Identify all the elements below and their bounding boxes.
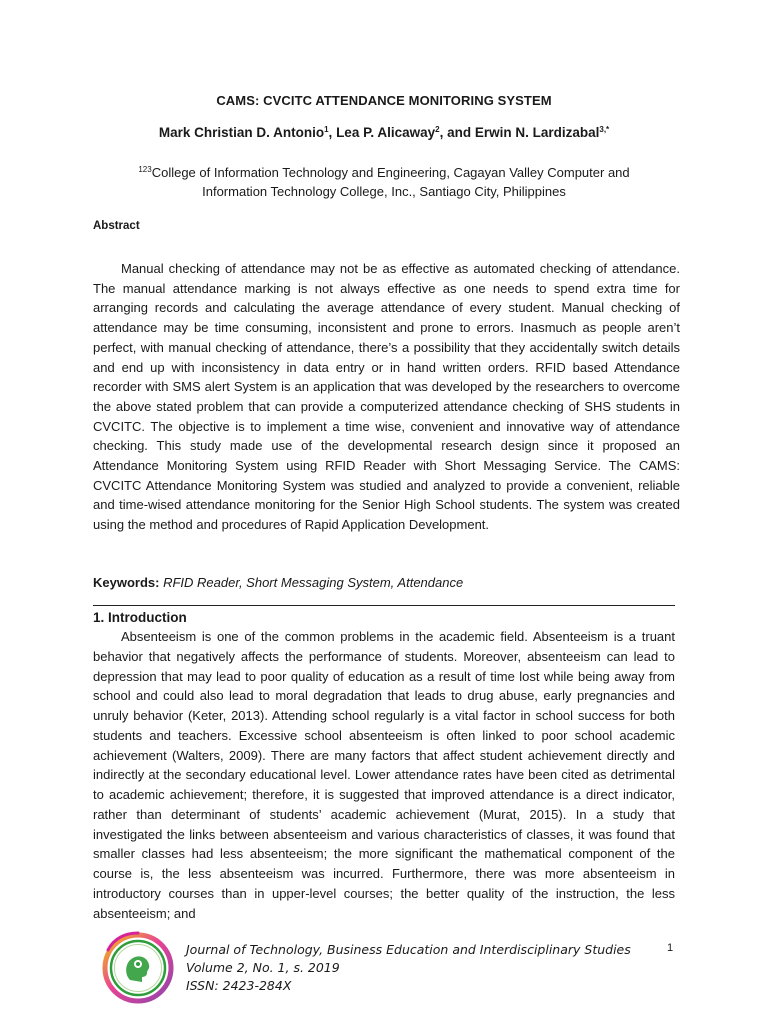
affiliation xyxy=(100,160,668,201)
author-separator: , xyxy=(328,125,337,140)
author-separator: , and xyxy=(439,125,475,140)
keywords-value: RFID Reader, Short Messaging System, Attendance xyxy=(163,575,464,590)
journal-name: Journal of Technology, Business Education and Interdisciplinary Studies xyxy=(186,942,631,957)
author-name: Mark Christian D. Antonio xyxy=(158,125,325,140)
paper-title: CAMS: CVCITC ATTENDANCE MONITORING SYSTEM xyxy=(216,93,552,108)
affiliation-superscript: 123 xyxy=(138,165,152,174)
introduction-heading: 1. Introduction xyxy=(93,610,187,625)
author-superscript: 1 xyxy=(324,125,329,134)
author-superscript: 3,* xyxy=(599,125,610,134)
journal-volume: Volume 2, No. 1, s. 2019 xyxy=(186,960,340,975)
keywords xyxy=(93,575,680,590)
introduction-text: Absenteeism is one of the common problems in the academic field. Absenteeism is a truant behavior that negatively affects the performance of students. Moreover, absenteeism can lead to depression that may lead to poor quality of education as a result of time lost while being away from school and could also lead to moral degradation that leads to drug abuse, early pregnancies and unruly behavior (Keter, 2013). Attending school regularly is a vital factor in school success for both students and teachers. Excessive school absenteeism is often linked to poor school academic achievement (Walters, 2009). There are many factors that affect student achievement directly and indirectly at the secondary educational level. Lower attendance rates have been cited as detrimental to academic achievement; therefore, it is suggested that improved attendance is a direct indicator, rather than determinant of students’ academic achievement (Murat, 2015). In a study that investigated the links between absenteeism and various characteristics of classes, it was found that smaller classes had less absenteeism; the more significant the mathematical component of the course is, the less absenteeism was incurred. Furthermore, there was more absenteeism in introductory courses than in upper-level courses; the better quality of the instruction, the less absenteeism; and xyxy=(93,629,675,921)
abstract-text: Manual checking of attendance may not be as effective as automated checking of attendance. The manual attendance marking is not always effective as one needs to spend extra time for arranging records and calculating the average attendance of every student. Manual checking of attendance may be time consuming, inconsistent and prone to errors. Inasmuch as people aren’t perfect, with manual checking of attendance, there’s a possibility that they accidentally switch details and end up with inconsistency in data entry or in hand written orders. RFID based Attendance recorder with SMS alert System is an application that was developed by the researchers to overcome the above stated problem that can provide a computerized attendance checking of SHS students in CVCITC. The objective is to implement a time wise, convenient and innovative way of attendance checking. This study made use of the developmental research design since it proposed an Attendance Monitoring System using RFID Reader with Short Messaging Service. The CAMS: CVCITC Attendance Monitoring System was studied and analyzed to provide a convenient, reliable and time-wised attendance monitoring for the Senior High School students. The system was created using the method and procedures of Rapid Application Development. xyxy=(93,261,680,533)
author-superscript: 2 xyxy=(435,125,440,134)
author-list xyxy=(0,125,768,140)
journal-citation xyxy=(186,941,631,995)
page-number: 1 xyxy=(667,942,674,954)
journal-issn: ISSN: 2423-284X xyxy=(186,978,292,993)
page-footer xyxy=(100,928,680,1024)
introduction-paragraph xyxy=(93,627,675,927)
keywords-label: Keywords: xyxy=(93,575,160,590)
affiliation-line-1: College of Information Technology and Engineering, Cagayan Valley Computer and xyxy=(151,165,630,180)
affiliation-line-2: Information Technology College, Inc., Santiago City, Philippines xyxy=(202,184,566,199)
section-divider xyxy=(93,605,675,606)
abstract-paragraph xyxy=(93,259,680,535)
journal-seal-icon xyxy=(100,928,176,1004)
abstract-heading: Abstract xyxy=(93,220,140,232)
author-name: Lea P. Alicaway xyxy=(336,125,436,140)
author-name: Erwin N. Lardizabal xyxy=(474,125,600,140)
